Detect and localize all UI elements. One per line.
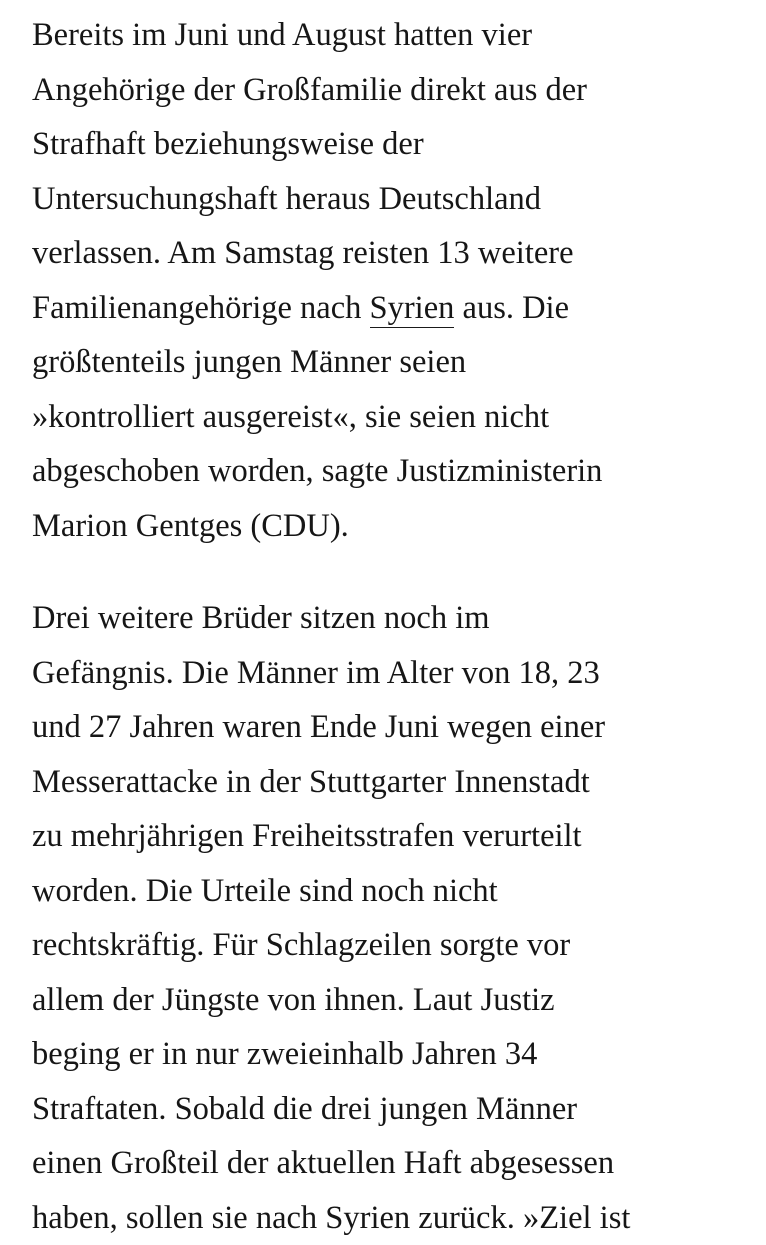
text-line: Untersuchungshaft heraus Deutschland xyxy=(32,172,752,227)
text-line: abgeschoben worden, sagte Justizministerin xyxy=(32,444,752,499)
text-line: allem der Jüngste von ihnen. Laut Justiz xyxy=(32,973,752,1028)
text-line: Bereits im Juni und August hatten vier xyxy=(32,8,752,63)
text-line: Drei weitere Brüder sitzen noch im xyxy=(32,591,752,646)
text-line: Straftaten. Sobald die drei jungen Männer xyxy=(32,1082,752,1137)
text-line: beging er in nur zweieinhalb Jahren 34 xyxy=(32,1027,752,1082)
text-line: Strafhaft beziehungsweise der xyxy=(32,117,752,172)
syrien-link[interactable]: Syrien xyxy=(370,290,455,328)
text-line: Marion Gentges (CDU). xyxy=(32,499,752,554)
text-fragment: Familienangehörige nach xyxy=(32,290,370,326)
text-line: und 27 Jahren waren Ende Juni wegen einer xyxy=(32,700,752,755)
text-line: Angehörige der Großfamilie direkt aus der xyxy=(32,63,752,118)
text-line: haben, sollen sie nach Syrien zurück. »Ziel ist xyxy=(32,1191,752,1245)
text-line: rechtskräftig. Für Schlagzeilen sorgte vor xyxy=(32,918,752,973)
text-line: zu mehrjährigen Freiheitsstrafen verurteilt xyxy=(32,809,752,864)
text-line: Gefängnis. Die Männer im Alter von 18, 23 xyxy=(32,646,752,701)
text-line: größtenteils jungen Männer seien xyxy=(32,335,752,390)
text-line-with-link xyxy=(32,281,752,336)
article-body xyxy=(32,8,752,1245)
text-line: Messerattacke in der Stuttgarter Innenstadt xyxy=(32,755,752,810)
text-line: verlassen. Am Samstag reisten 13 weitere xyxy=(32,226,752,281)
text-fragment: aus. Die xyxy=(454,290,569,326)
text-line: »kontrolliert ausgereist«, sie seien nicht xyxy=(32,390,752,445)
text-line: worden. Die Urteile sind noch nicht xyxy=(32,864,752,919)
paragraph-2 xyxy=(32,591,752,1245)
paragraph-1 xyxy=(32,8,752,553)
text-line: einen Großteil der aktuellen Haft abgesessen xyxy=(32,1136,752,1191)
